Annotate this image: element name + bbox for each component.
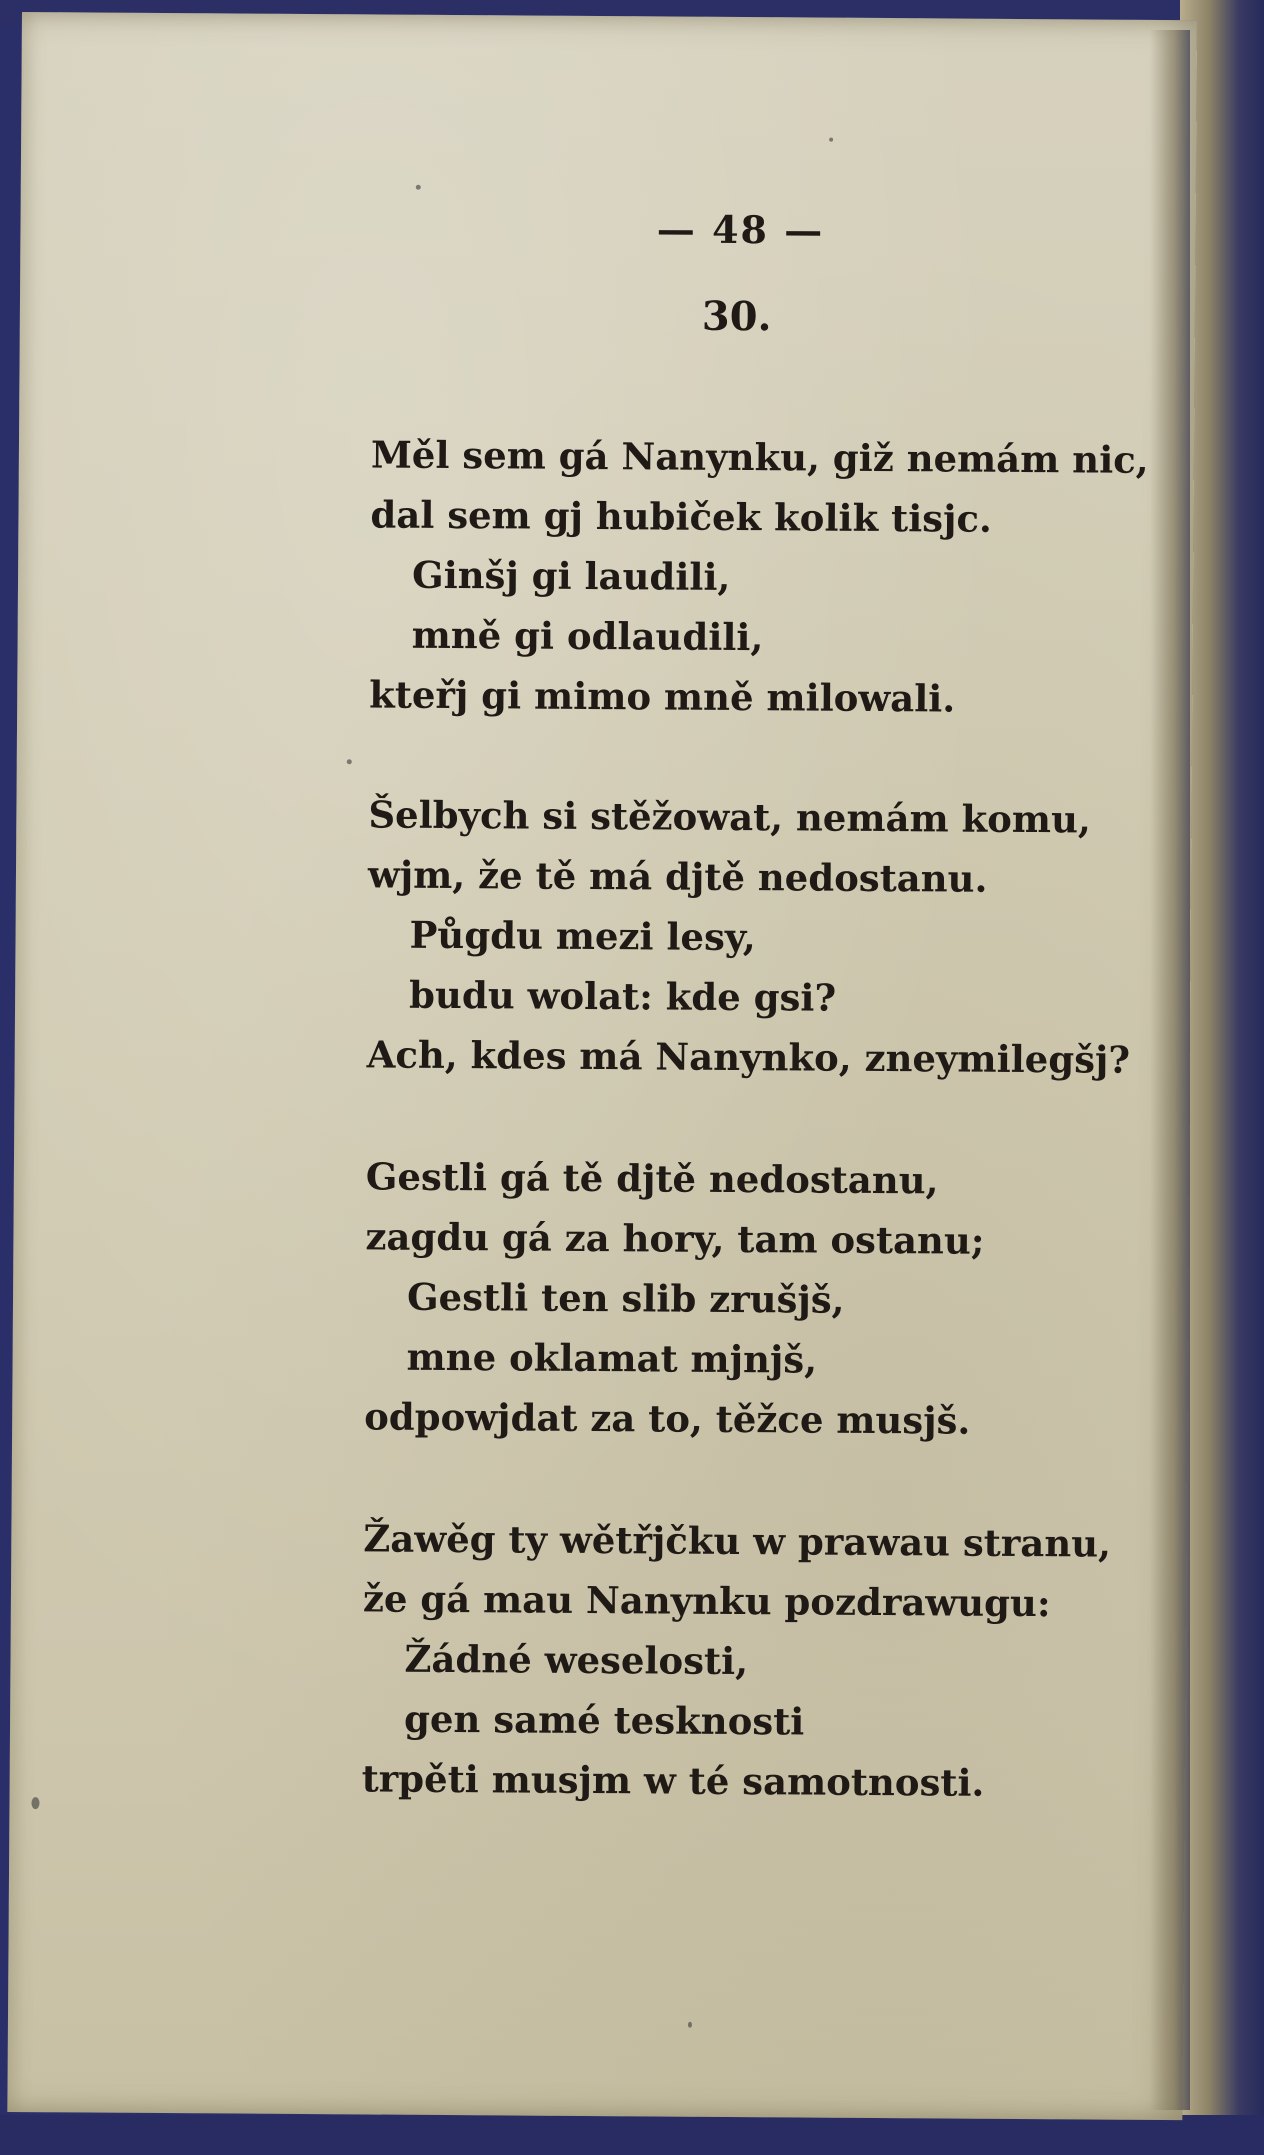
verse-line: Půgdu mezi lesy, (409, 912, 756, 960)
stanza-3 (364, 1146, 1146, 1451)
ink-speck (829, 138, 833, 142)
verse-line: Gestli ten slib zrušjš, (406, 1274, 845, 1322)
stanza-2 (367, 784, 1149, 1089)
verse-line: dal sem gj hubiček kolik tisjc. (370, 492, 992, 541)
verse-line: trpěti musjm w té samotnosti. (361, 1756, 985, 1805)
verse-line: Žádné weselosti, (404, 1636, 749, 1684)
verse-line: gen samé tesknosti (403, 1696, 805, 1744)
book-page (7, 12, 1197, 2120)
verse-line: že gá mau Nanynku pozdrawugu: (362, 1576, 1051, 1626)
ink-speck (347, 759, 352, 764)
poem-number: 30. (701, 292, 772, 341)
ink-speck (416, 185, 421, 190)
verse-line: mne oklamat mjnjš, (406, 1334, 818, 1382)
verse-line: kteřj gi mimo mně milowali. (369, 672, 956, 721)
page-number: — 48 — (656, 206, 825, 253)
page-edge-shadow (1150, 30, 1190, 2110)
verse-line: mně gi odlaudili, (411, 612, 764, 660)
verse-line: odpowjdat za to, těžce musjš. (364, 1394, 971, 1443)
verse-line: Šelbych si stěžowat, nemám komu, (368, 792, 1091, 842)
stanza-4 (361, 1508, 1143, 1813)
verse-line: budu wolat: kde gsi? (408, 972, 837, 1020)
scanner-background-bottom (0, 2115, 1264, 2155)
verse-line: Žawěg ty wětřjčku w prawau stranu, (363, 1516, 1112, 1566)
ink-speck (688, 2022, 692, 2028)
verse-line: Ginšj gi laudili, (411, 552, 731, 599)
verse-line: wjm, že tě má djtě nedostanu. (367, 852, 988, 901)
verse-line: Gestli gá tě djtě nedostanu, (365, 1154, 939, 1203)
ink-speck (31, 1797, 39, 1809)
verse-line: Ach, kdes má Nanynko, zneymilegšj? (366, 1032, 1131, 1082)
verse-line: Měl sem gá Nanynku, giž nemám nic, (370, 432, 1149, 482)
verse-line: zagdu gá za hory, tam ostanu; (365, 1214, 985, 1263)
stanza-1 (369, 424, 1151, 729)
